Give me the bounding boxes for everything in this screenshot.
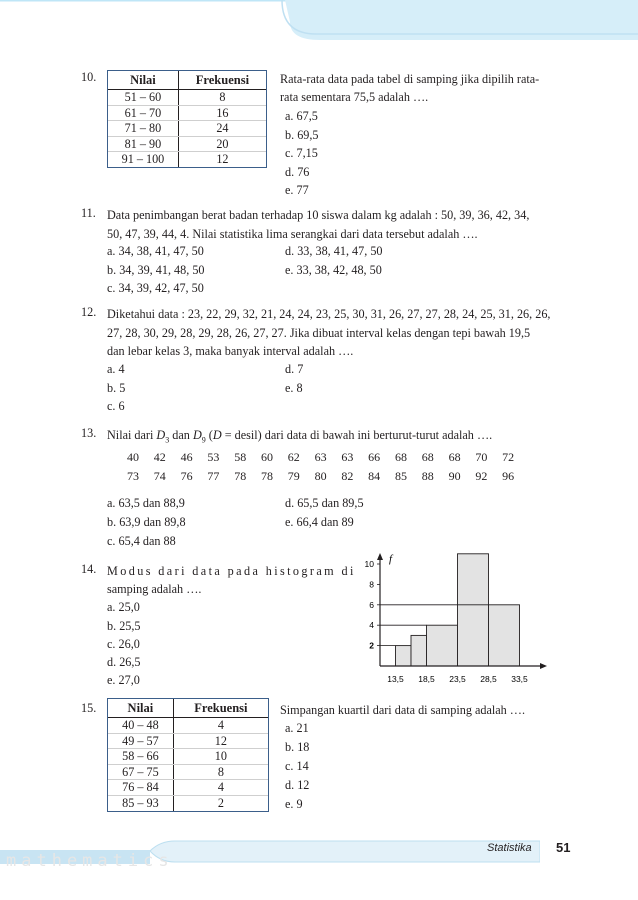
answer-option: b. 5	[107, 380, 126, 395]
question-text: samping adalah ….	[107, 582, 202, 596]
question-number: 10.	[81, 70, 97, 84]
x-tick-label: 13,5	[387, 674, 404, 684]
answer-option: b. 34, 39, 41, 48, 50	[107, 262, 205, 277]
page-number: 51	[556, 840, 571, 855]
x-tick-label: 33,5	[511, 674, 528, 684]
table-cell: 12	[216, 152, 229, 167]
data-value: 42	[153, 450, 166, 464]
table-cell: 10	[173, 749, 268, 765]
y-axis-arrow	[377, 553, 383, 560]
data-value: 88	[421, 469, 434, 483]
running-title: Statistika	[487, 842, 532, 854]
question-number: 14.	[81, 562, 97, 576]
table-cell: 16	[178, 105, 266, 121]
question-number: 13.	[81, 426, 97, 440]
table-cell: 20	[178, 136, 266, 152]
data-value: 40	[127, 450, 139, 464]
question-text: dan lebar kelas 3, maka banyak interval adalah ….	[107, 344, 354, 358]
answer-option: b. 25,5	[107, 619, 141, 633]
answer-option: c. 34, 39, 42, 47, 50	[107, 281, 204, 295]
y-tick-label: 6	[369, 599, 374, 610]
table-cell: 67 – 75	[108, 764, 173, 780]
answer-option: d. 12	[285, 778, 310, 792]
question-number: 15.	[81, 701, 97, 715]
table-header: Nilai	[108, 699, 173, 718]
answer-option: e. 33, 38, 42, 48, 50	[285, 262, 382, 277]
answer-option: a. 25,0	[107, 600, 140, 614]
answer-option: c. 65,4 dan 88	[107, 534, 176, 548]
table-cell: 4	[173, 780, 268, 796]
y-tick-label: 8	[369, 579, 374, 590]
data-value: 92	[475, 469, 488, 483]
data-value: 96	[502, 469, 515, 483]
question-number: 11.	[81, 206, 96, 220]
data-value: 66	[368, 450, 381, 464]
histogram-chart	[355, 548, 555, 693]
data-value: 78	[260, 469, 273, 483]
table-cell: 40 – 48	[108, 718, 173, 734]
table-cell: 71 – 80	[108, 121, 178, 137]
data-row	[127, 469, 529, 484]
data-value: 63	[314, 450, 327, 464]
y-tick-label: 10	[364, 559, 374, 569]
question-text: 27, 28, 30, 29, 28, 29, 28, 26, 27, 27. Jika dibuat interval kelas dengan tepi bawah 19,5	[107, 325, 531, 340]
answer-option: a. 63,5 dan 88,9	[107, 496, 185, 510]
answer-option: d. 33, 38, 41, 47, 50	[285, 244, 383, 258]
question-text: Modus dari data pada histogram di	[107, 564, 356, 578]
answer-option: c. 6	[107, 399, 125, 413]
y-tick-label: 4	[369, 620, 374, 631]
question-number: 12.	[81, 305, 97, 319]
question-text: rata sementara 75,5 adalah ….	[280, 90, 429, 104]
table-cell: 81 – 90	[108, 136, 178, 152]
table-cell: 8	[178, 90, 266, 106]
data-value: 85	[394, 469, 407, 483]
question-text: Nilai dari $D_3$ dan $D_9$ (D = desil) dari data di bawah ini berturut-turut adalah ….	[107, 428, 493, 445]
answer-option: c. 14	[285, 759, 309, 773]
data-value: 76	[180, 469, 193, 483]
x-tick-label: 28,5	[480, 674, 497, 684]
question-text: Data penimbangan berat badan terhadap 10 siswa dalam kg adalah : 50, 39, 36, 42, 34,	[107, 208, 530, 222]
answer-option: c. 7,15	[285, 146, 318, 160]
table-header: Frekuensi	[178, 71, 266, 90]
answer-option: d. 76	[285, 164, 310, 179]
data-value: 68	[394, 450, 407, 464]
answer-option: e. 77	[285, 183, 309, 197]
data-value: 60	[260, 450, 273, 464]
answer-option: b. 63,9 dan 89,8	[107, 515, 186, 529]
answer-option: a. 34, 38, 41, 47, 50	[107, 244, 204, 258]
table-cell: 49 – 57	[108, 733, 173, 749]
data-value: 79	[287, 469, 300, 483]
question-text: Rata-rata data pada tabel di samping jika dipilih rata-	[280, 72, 540, 86]
histogram-bar	[458, 554, 489, 666]
x-tick-label: 18,5	[418, 674, 435, 684]
watermark: mathematics	[6, 851, 174, 871]
table-header: Frekuensi	[173, 699, 268, 718]
data-value: 78	[234, 469, 247, 483]
answer-option: e. 9	[285, 797, 303, 811]
table-cell: 2	[217, 795, 224, 810]
data-row	[127, 450, 529, 465]
data-value: 77	[207, 469, 220, 483]
table-cell: 91 – 100	[108, 152, 178, 167]
data-value: 68	[421, 450, 434, 464]
histogram-bar	[411, 635, 427, 666]
header-decoration	[0, 0, 638, 42]
answer-option: b. 18	[285, 740, 310, 754]
data-value: 62	[287, 450, 300, 464]
y-axis-label: f	[389, 553, 393, 565]
frequency-table	[107, 70, 267, 168]
data-value: 63	[341, 450, 354, 464]
frequency-table	[107, 698, 269, 812]
answer-option: d. 65,5 dan 89,5	[285, 496, 364, 510]
x-axis-arrow	[540, 663, 547, 669]
answer-option: a. 67,5	[285, 109, 318, 123]
table-cell: 58 – 66	[108, 749, 173, 765]
table-header: Nilai	[108, 71, 178, 90]
table-cell: 8	[173, 764, 268, 780]
data-value: 84	[368, 469, 381, 483]
answer-option: a. 4	[107, 362, 125, 376]
table-cell: 51 – 60	[108, 90, 178, 106]
answer-option: b. 69,5	[285, 127, 319, 142]
answer-option: c. 26,0	[107, 637, 140, 651]
table-cell: 24	[178, 121, 266, 137]
answer-option: d. 26,5	[107, 655, 141, 669]
table-cell: 61 – 70	[108, 105, 178, 121]
histogram-bar	[396, 646, 412, 666]
x-tick-label: 23,5	[449, 674, 466, 684]
data-value: 80	[314, 469, 327, 483]
data-value: 73	[127, 469, 139, 483]
answer-option: e. 66,4 dan 89	[285, 515, 354, 529]
y-tick-label: 2	[369, 640, 374, 651]
answer-option: d. 7	[285, 362, 304, 376]
data-value: 68	[448, 450, 461, 464]
table-cell: 12	[173, 733, 268, 749]
data-value: 90	[448, 469, 461, 483]
histogram-bar	[427, 625, 458, 666]
answer-option: a. 21	[285, 721, 309, 735]
data-value: 82	[341, 469, 354, 483]
table-cell: 4	[173, 718, 268, 734]
data-value: 70	[475, 450, 488, 464]
data-value: 72	[502, 450, 515, 464]
question-text: Simpangan kuartil dari data di samping adalah ….	[280, 703, 526, 717]
question-text: 50, 47, 39, 44, 4. Nilai statistika lima serangkai dari data tersebut adalah ….	[107, 226, 478, 241]
histogram-bar	[489, 605, 520, 666]
question-text: Diketahui data : 23, 22, 29, 32, 21, 24, 24, 23, 25, 30, 31, 26, 27, 27, 28, 24, 25, 31, 26, 26,	[107, 307, 551, 321]
data-value: 53	[207, 450, 220, 464]
data-value: 46	[180, 450, 193, 464]
table-cell: 76 – 84	[108, 780, 173, 796]
answer-option: e. 8	[285, 380, 303, 395]
answer-option: e. 27,0	[107, 673, 140, 687]
data-value: 74	[153, 469, 166, 483]
data-value: 58	[234, 450, 247, 464]
table-cell: 85 – 93	[108, 795, 173, 810]
